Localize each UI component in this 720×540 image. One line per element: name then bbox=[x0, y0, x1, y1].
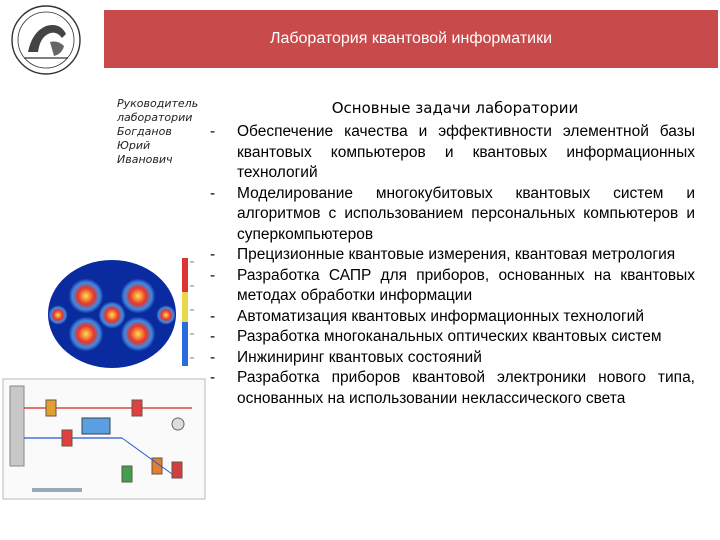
task-text: Инжиниринг квантовых состояний bbox=[237, 348, 482, 366]
institute-emblem-icon bbox=[6, 2, 94, 78]
bullet-dash: - bbox=[210, 266, 216, 284]
leader-line: Иванович bbox=[117, 153, 173, 166]
task-text: Автоматизация квантовых информационных технологий bbox=[237, 307, 644, 325]
bullet-dash: - bbox=[210, 369, 216, 386]
page-title: Лаборатория квантовой информатики bbox=[269, 30, 553, 47]
bullet-dash: - bbox=[210, 123, 216, 140]
bullet-dash: - bbox=[210, 307, 216, 325]
task-item bbox=[210, 368, 695, 409]
tasks-list bbox=[210, 122, 695, 409]
task-text: Прецизионные квантовые измерения, квантовая метрология bbox=[237, 246, 676, 263]
task-text: Моделирование многокубитовых квантовых систем и алгоритмов с использованием персональных компьютеров и суперкомпьютеров bbox=[237, 184, 695, 243]
bullet-dash: - bbox=[210, 184, 216, 202]
task-item bbox=[210, 245, 695, 266]
task-item bbox=[210, 307, 695, 328]
optical-setup-diagram bbox=[2, 378, 206, 500]
bullet-dash: - bbox=[210, 328, 216, 345]
leader-line: Богданов bbox=[117, 125, 172, 138]
tasks-heading: Основные задачи лаборатории bbox=[331, 99, 579, 117]
task-text: Разработка многоканальных оптических квантовых систем bbox=[237, 328, 662, 345]
task-text: Разработка САПР для приборов, основанных на квантовых методах обработки информации bbox=[237, 266, 695, 304]
bullet-dash: - bbox=[210, 348, 216, 366]
quantum-state-heatmap bbox=[44, 252, 200, 372]
task-item bbox=[210, 348, 695, 369]
task-item bbox=[210, 184, 695, 246]
leader-line: Руководитель bbox=[117, 97, 199, 110]
task-item bbox=[210, 122, 695, 184]
header-banner bbox=[104, 10, 718, 68]
task-item bbox=[210, 266, 695, 307]
leader-line: Юрий bbox=[117, 139, 151, 152]
leader-line: лаборатории bbox=[117, 111, 193, 124]
task-text: Обеспечение качества и эффективности элементной базы квантовых компьютеров и квантовых информационных технологий bbox=[237, 123, 695, 181]
task-item bbox=[210, 327, 695, 348]
bullet-dash: - bbox=[210, 246, 216, 263]
task-text: Разработка приборов квантовой электроники нового типа, основанных на использовании неклассического света bbox=[237, 369, 695, 407]
lab-leader-info bbox=[117, 97, 222, 167]
